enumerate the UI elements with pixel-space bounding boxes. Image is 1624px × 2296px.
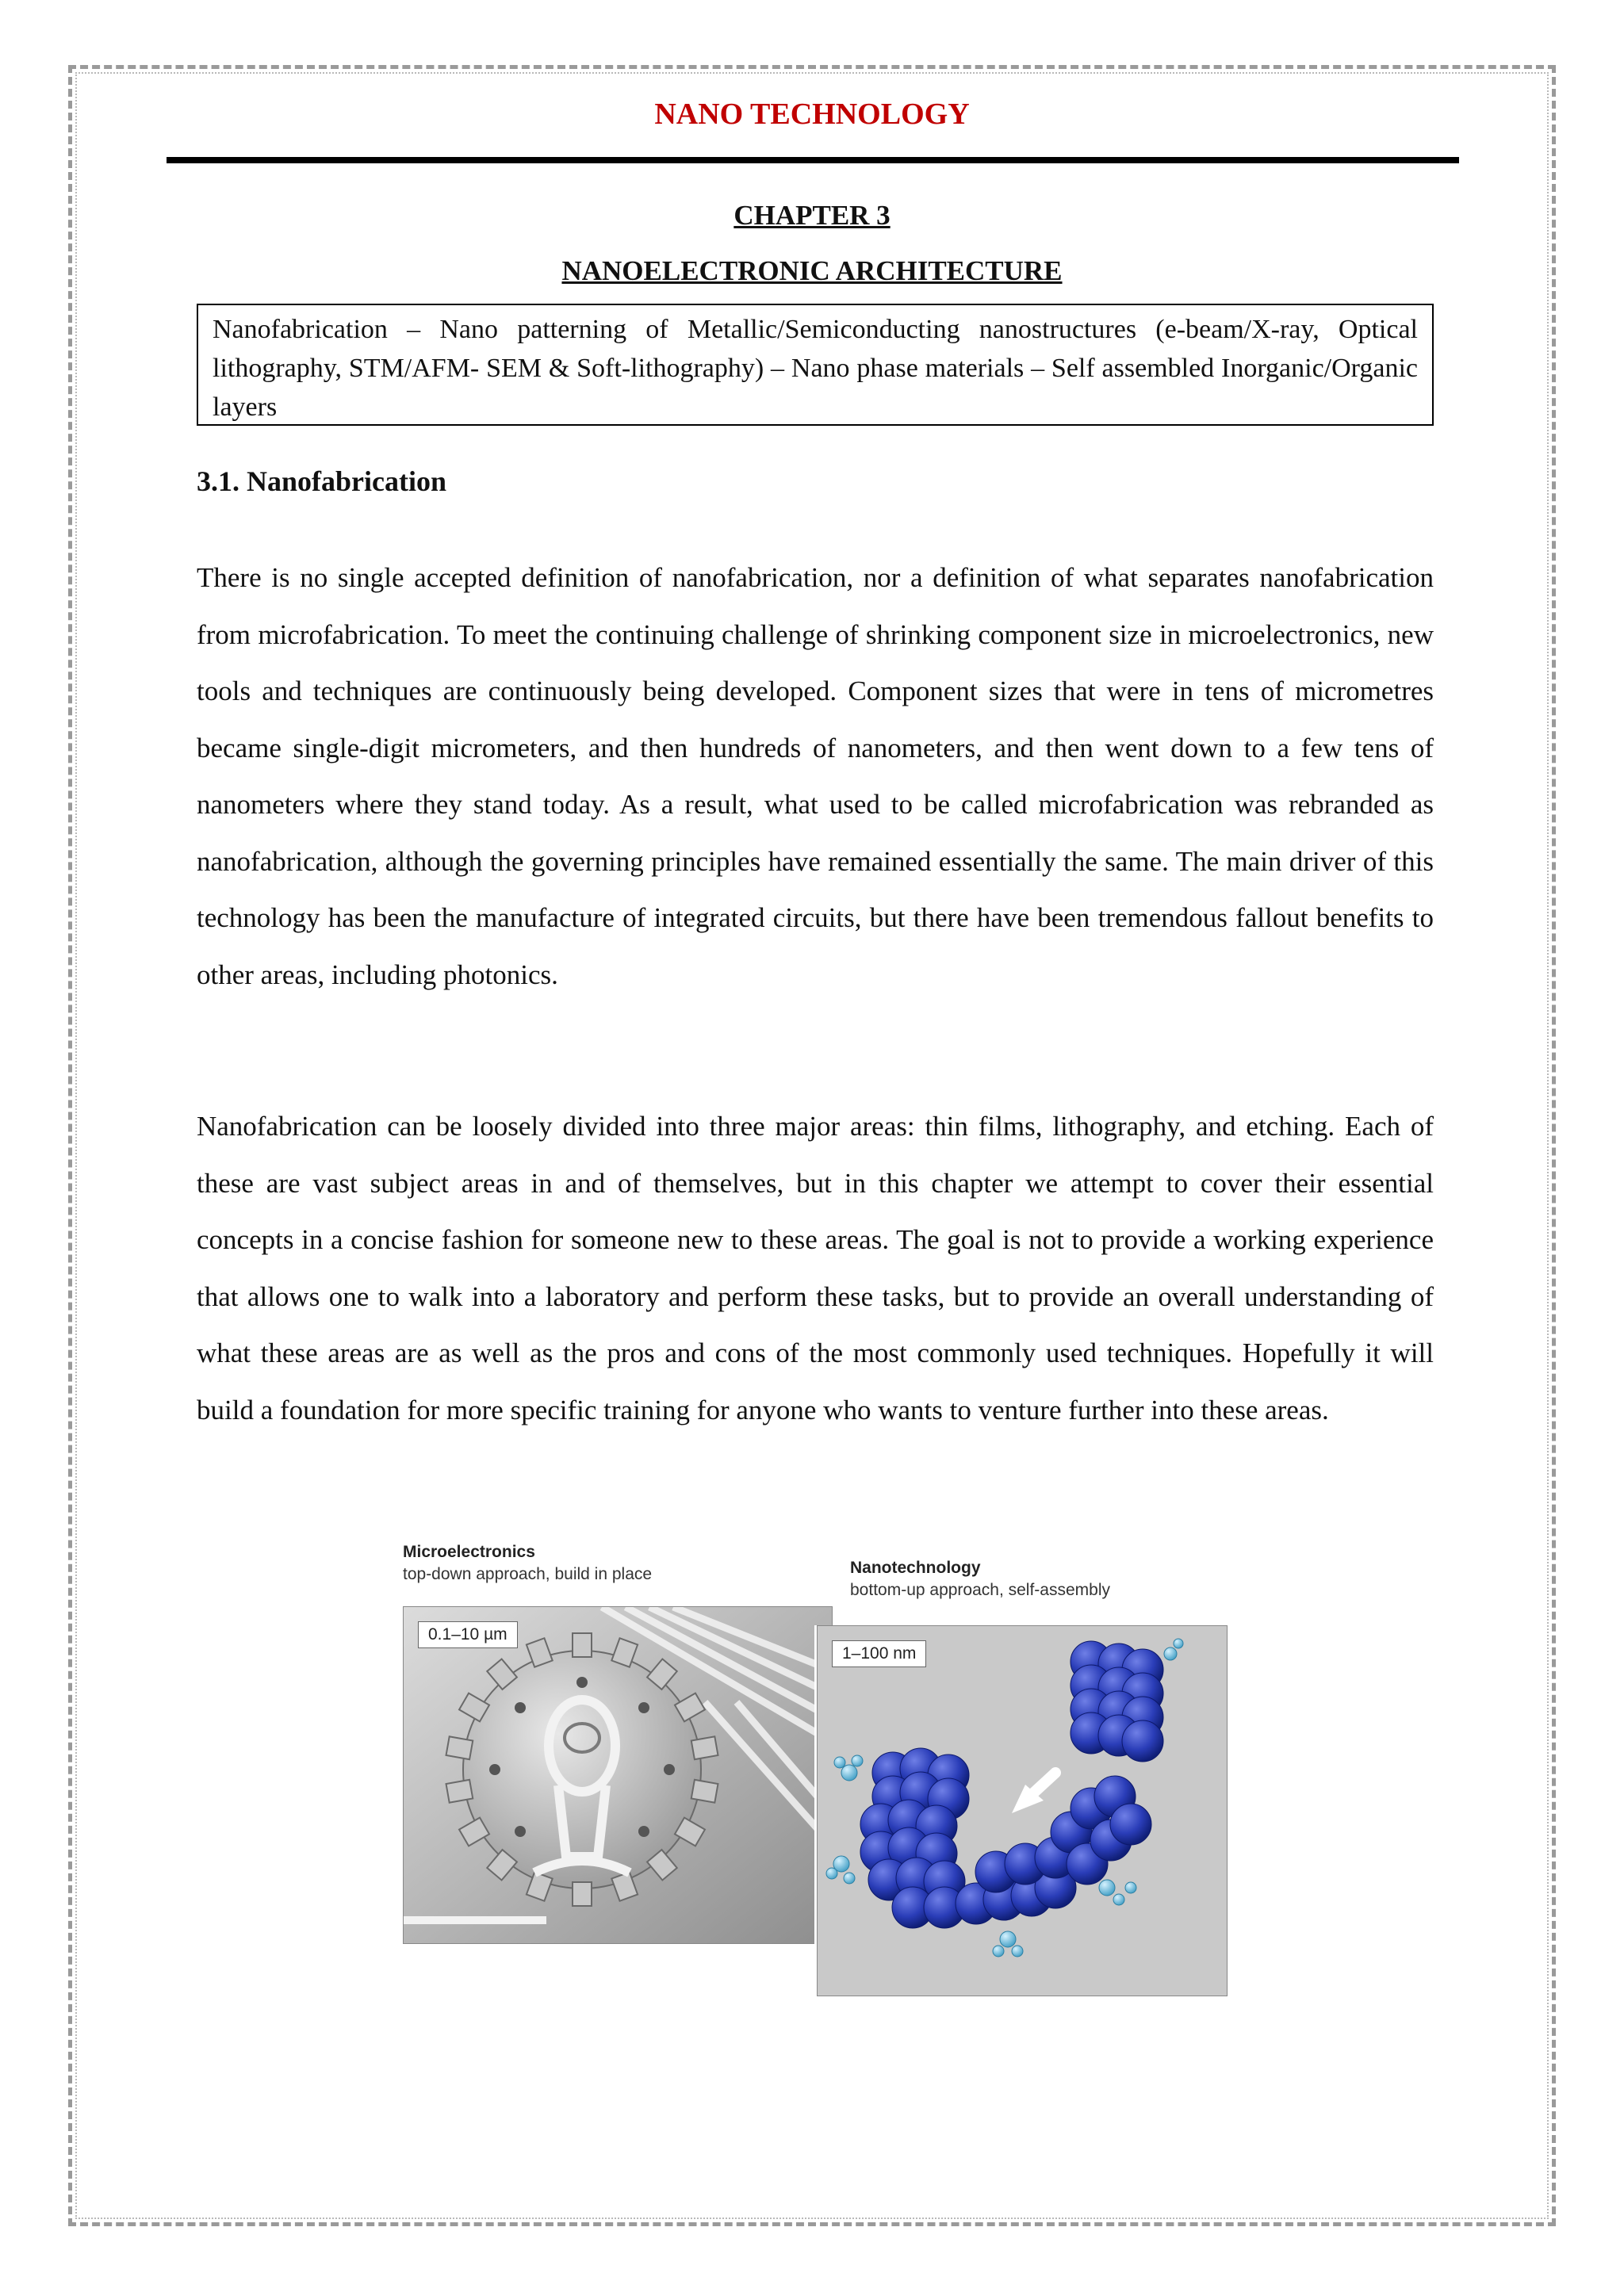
section-heading: 3.1. Nanofabrication [197,465,446,497]
figure-micro-title: Microelectronics [403,1543,535,1561]
figure-micro-subtitle: top-down approach, build in place [403,1565,653,1583]
paragraph: Nanofabrication can be loosely divided into three major areas: thin films, lithography, and etching. Each of these are vast subject areas in and of themselves, but in this chapter we attempt to cover their essential concepts in a concise fashion for someone new to these areas. The goal is not to provide a working experience that allows one to walk into a laboratory and perform these tasks, but to provide an overall understanding of what these areas are as well as the pros and cons of the most commonly used techniques. Hopefully it will build a foundation for more specific training for anyone who wants to venture further into these areas. [197,1111,1434,1425]
paragraph: There is no single accepted definition of nanofabrication, nor a definition of what separates nanofabrication from microfabrication. To meet the continuing challenge of shrinking component size in microelectronics, new tools and techniques are continuously being developed. Component sizes that were in tens of micrometres became single-digit micrometers, and then hundreds of nanometers, and then went down to a few tens of nanometers where they stand today. As a result, what used to be called microfabrication was rebranded as nanofabrication, although the governing principles have remained essentially the same. The main driver of this technology has been the manufacture of integrated circuits, but there have been tremendous fallout benefits to other areas, including photonics. [197,562,1434,990]
nano-scale-label: 1–100 nm [832,1640,926,1667]
nano-assembly-image [817,1625,1228,1996]
chapter-label: CHAPTER 3 [733,200,891,231]
figure-nano-title: Nanotechnology [850,1559,981,1577]
figure-micro-vs-nano [396,1543,1237,2003]
running-header: NANO TECHNOLOGY [654,98,970,131]
syllabus-box: Nanofabrication – Nano patterning of Metallic/Semiconducting nanostructures (e-beam/X-ray, Optical lithography, STM/AFM- SEM & Soft-lithography) – Nano phase materials – Self assembled Inorganic/Organic layers [197,304,1434,426]
figure-nano-subtitle: bottom-up approach, self-assembly [850,1581,1110,1599]
micro-scale-label: 0.1–10 µm [418,1621,518,1648]
chapter-title: NANOELECTRONIC ARCHITECTURE [561,255,1063,286]
micro-gear-image [403,1606,833,1944]
header-rule [167,157,1459,163]
